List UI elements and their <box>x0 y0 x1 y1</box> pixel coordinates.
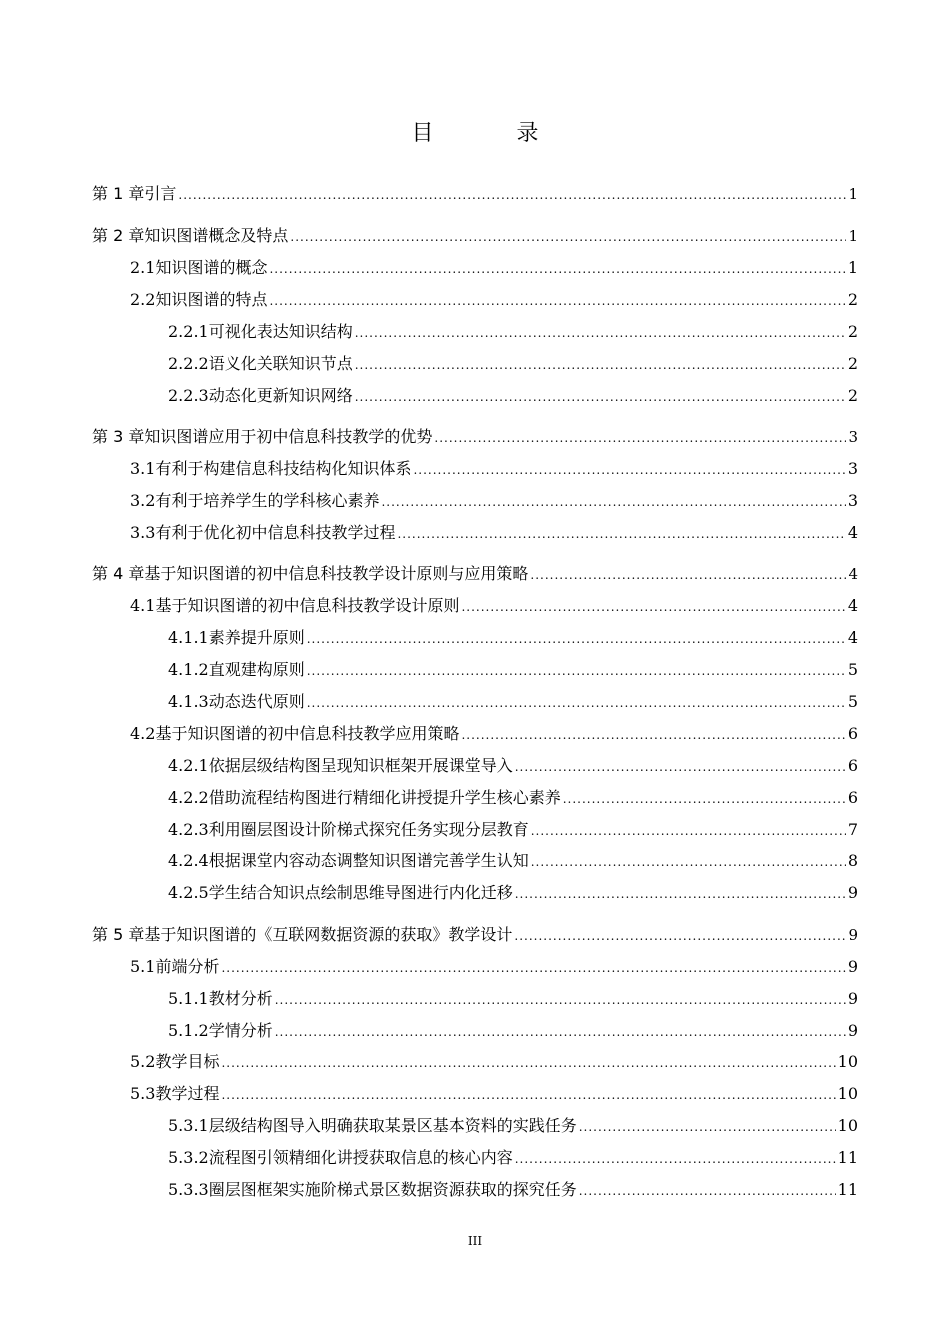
toc-entry-page: 2 <box>847 290 858 309</box>
toc-entry-title: 知识图谱应用于初中信息科技教学的优势 <box>144 427 433 446</box>
toc-entry-page: 6 <box>847 724 858 743</box>
toc-entry <box>168 756 858 777</box>
toc-entry-number: 4.2.2 <box>168 788 209 807</box>
page-title: 目 录 <box>411 121 577 146</box>
toc-leader-dots <box>275 990 846 1010</box>
toc-entry <box>168 354 858 375</box>
toc-leader-dots <box>381 492 845 512</box>
toc-entry-title: 学情分析 <box>208 1021 273 1040</box>
toc-entry <box>168 1148 858 1169</box>
toc-entry-number: 5.3.1 <box>168 1116 209 1135</box>
toc-entry-page: 10 <box>837 1116 858 1135</box>
toc-leader-dots <box>269 291 845 311</box>
toc-leader-dots <box>515 1149 836 1169</box>
toc-entry <box>168 1180 858 1201</box>
toc-entry <box>92 226 858 247</box>
toc-entry-number: 第 3 章 <box>92 427 145 446</box>
toc-entry <box>130 1084 858 1105</box>
toc-entry <box>168 692 858 713</box>
toc-entry-number: 第 2 章 <box>92 226 145 245</box>
toc-leader-dots <box>397 524 845 544</box>
toc-entry-number: 3.2 <box>130 491 156 510</box>
toc-leader-dots <box>307 693 846 713</box>
toc-entry-number: 2.1 <box>130 258 156 277</box>
toc-entry-page: 3 <box>848 428 858 446</box>
toc-entry-page: 5 <box>847 692 858 711</box>
toc-entry-page: 3 <box>847 491 858 510</box>
toc-leader-dots <box>221 1053 835 1073</box>
toc-entry <box>168 1116 858 1137</box>
toc-entry-number: 4.2.5 <box>168 883 209 902</box>
toc-leader-dots <box>461 597 845 617</box>
toc-entry-page: 2 <box>847 354 858 373</box>
toc-leader-dots <box>531 821 846 841</box>
toc-entry-number: 5.1.1 <box>168 989 209 1008</box>
toc-entry <box>130 290 858 311</box>
toc-entry-page: 3 <box>847 459 858 478</box>
toc-entry-number: 第 5 章 <box>92 925 145 944</box>
toc-entry-page: 11 <box>837 1180 858 1199</box>
toc-entry-title: 教学目标 <box>155 1052 220 1071</box>
toc-leader-dots <box>355 323 846 343</box>
toc-leader-dots <box>221 958 845 978</box>
toc-entry-number: 5.3.2 <box>168 1148 209 1167</box>
toc-leader-dots <box>563 789 846 809</box>
toc-entry-number: 4.1.3 <box>168 692 209 711</box>
toc-entry <box>130 596 858 617</box>
toc-entry-page: 9 <box>847 883 858 902</box>
toc-leader-dots <box>290 227 846 247</box>
toc-leader-dots <box>355 387 846 407</box>
toc-entry-title: 直观建构原则 <box>208 660 305 679</box>
toc-entry-page: 4 <box>848 565 858 583</box>
toc-entry-page: 1 <box>848 185 858 203</box>
toc-entry-page: 9 <box>847 989 858 1008</box>
toc-entry-number: 3.3 <box>130 523 156 542</box>
toc-entry <box>168 628 858 649</box>
toc-entry-title: 利用圈层图设计阶梯式探究任务实现分层教育 <box>208 820 529 839</box>
toc-entry <box>130 957 858 978</box>
toc-leader-dots <box>269 259 845 279</box>
toc-entry <box>168 820 858 841</box>
toc-entry <box>130 724 858 745</box>
toc-entry-title: 前端分析 <box>155 957 220 976</box>
toc-entry-title: 知识图谱的概念 <box>155 258 268 277</box>
toc-leader-dots <box>413 460 845 480</box>
toc-entry <box>168 851 858 872</box>
toc-entry-page: 4 <box>847 596 858 615</box>
toc-entry-page: 6 <box>847 788 858 807</box>
toc-entry-title: 有利于优化初中信息科技教学过程 <box>155 523 396 542</box>
toc-entry-title: 学生结合知识点绘制思维导图进行内化迁移 <box>208 883 513 902</box>
toc-entry <box>92 925 858 946</box>
toc-leader-dots <box>275 1022 846 1042</box>
toc-entry-number: 4.2.1 <box>168 756 209 775</box>
toc-entry-page: 9 <box>847 957 858 976</box>
toc-leader-dots <box>531 852 846 872</box>
toc-entry-number: 2.2 <box>130 290 156 309</box>
toc-entry-title: 教材分析 <box>208 989 273 1008</box>
toc-entry-number: 4.1.1 <box>168 628 209 647</box>
toc-entry <box>130 1052 858 1073</box>
toc-entry-number: 4.1 <box>130 596 156 615</box>
toc-entry-title: 可视化表达知识结构 <box>208 322 353 341</box>
toc-entry-page: 1 <box>848 227 858 245</box>
toc-leader-dots <box>178 185 846 205</box>
toc-leader-dots <box>530 565 846 585</box>
toc-entry-title: 素养提升原则 <box>208 628 305 647</box>
toc-entry-page: 2 <box>847 322 858 341</box>
toc-entry-number: 3.1 <box>130 459 156 478</box>
toc-entry <box>168 322 858 343</box>
toc-entry-page: 2 <box>847 386 858 405</box>
toc-entry-number: 2.2.1 <box>168 322 209 341</box>
toc-entry-page: 4 <box>847 628 858 647</box>
toc-entry-title: 动态迭代原则 <box>208 692 305 711</box>
toc-entry <box>130 459 858 480</box>
toc-entry-title: 引言 <box>144 184 177 203</box>
toc-entry-title: 动态化更新知识网络 <box>208 386 353 405</box>
toc-entry-number: 第 4 章 <box>92 564 145 583</box>
toc-entry-number: 4.2.3 <box>168 820 209 839</box>
toc-entry-title: 借助流程结构图进行精细化讲授提升学生核心素养 <box>208 788 561 807</box>
toc-leader-dots <box>579 1181 836 1201</box>
toc-entry-page: 6 <box>847 756 858 775</box>
toc-leader-dots <box>434 428 846 448</box>
toc-entry <box>92 184 858 205</box>
toc-leader-dots <box>355 355 846 375</box>
toc-leader-dots <box>579 1117 836 1137</box>
toc-leader-dots <box>514 926 846 946</box>
toc-entry-page: 11 <box>837 1148 858 1167</box>
toc-entry-number: 4.2.4 <box>168 851 209 870</box>
toc-entry <box>92 564 858 585</box>
toc-entry <box>130 523 858 544</box>
toc-entry <box>92 427 858 448</box>
toc-entry <box>130 491 858 512</box>
toc-entry-page: 4 <box>847 523 858 542</box>
toc-entry-title: 知识图谱概念及特点 <box>144 226 289 245</box>
toc-entry-page: 9 <box>848 926 858 944</box>
toc-entry-title: 有利于培养学生的学科核心素养 <box>155 491 380 510</box>
toc-entry-number: 2.2.2 <box>168 354 209 373</box>
toc-entry-title: 基于知识图谱的《互联网数据资源的获取》教学设计 <box>144 925 513 944</box>
page-number: III <box>467 1234 483 1248</box>
toc-entry-page: 10 <box>837 1084 858 1103</box>
toc-entry-title: 语义化关联知识节点 <box>208 354 353 373</box>
toc-entry-title: 流程图引领精细化讲授获取信息的核心内容 <box>208 1148 513 1167</box>
toc-entry-title: 基于知识图谱的初中信息科技教学设计原则 <box>155 596 460 615</box>
toc-entry-number: 2.2.3 <box>168 386 209 405</box>
toc-leader-dots <box>515 757 846 777</box>
toc-entry-page: 1 <box>847 258 858 277</box>
toc-entry-title: 教学过程 <box>155 1084 220 1103</box>
toc-entry-title: 依据层级结构图呈现知识框架开展课堂导入 <box>208 756 513 775</box>
toc-entry <box>168 386 858 407</box>
toc-entry-number: 5.1 <box>130 957 156 976</box>
toc-entry-page: 9 <box>847 1021 858 1040</box>
toc-entry <box>168 989 858 1010</box>
toc-entry-number: 5.1.2 <box>168 1021 209 1040</box>
toc-entry-title: 根据课堂内容动态调整知识图谱完善学生认知 <box>208 851 529 870</box>
toc-entry-title: 基于知识图谱的初中信息科技教学应用策略 <box>155 724 460 743</box>
toc-entry-title: 层级结构图导入明确获取某景区基本资料的实践任务 <box>208 1116 577 1135</box>
toc-entry-number: 5.2 <box>130 1052 156 1071</box>
toc-leader-dots <box>461 725 845 745</box>
toc-leader-dots <box>221 1085 835 1105</box>
toc-entry <box>168 660 858 681</box>
toc-leader-dots <box>307 629 846 649</box>
toc-entry <box>168 883 858 904</box>
toc-entry-page: 5 <box>847 660 858 679</box>
toc-entry <box>168 788 858 809</box>
toc-entry-title: 知识图谱的特点 <box>155 290 268 309</box>
toc-entry-title: 圈层图框架实施阶梯式景区数据资源获取的探究任务 <box>208 1180 577 1199</box>
toc-entry-title: 基于知识图谱的初中信息科技教学设计原则与应用策略 <box>144 564 529 583</box>
toc-leader-dots <box>515 884 846 904</box>
toc-entry <box>168 1021 858 1042</box>
toc-leader-dots <box>307 661 846 681</box>
toc-entry-number: 5.3.3 <box>168 1180 209 1199</box>
toc-entry-page: 7 <box>847 820 858 839</box>
toc-entry-page: 10 <box>837 1052 858 1071</box>
toc-entry-number: 4.2 <box>130 724 156 743</box>
toc-entry-number: 4.1.2 <box>168 660 209 679</box>
toc-entry-number: 第 1 章 <box>92 184 145 203</box>
toc-entry-number: 5.3 <box>130 1084 156 1103</box>
toc-entry <box>130 258 858 279</box>
toc-entry-page: 8 <box>847 851 858 870</box>
toc-entry-title: 有利于构建信息科技结构化知识体系 <box>155 459 412 478</box>
